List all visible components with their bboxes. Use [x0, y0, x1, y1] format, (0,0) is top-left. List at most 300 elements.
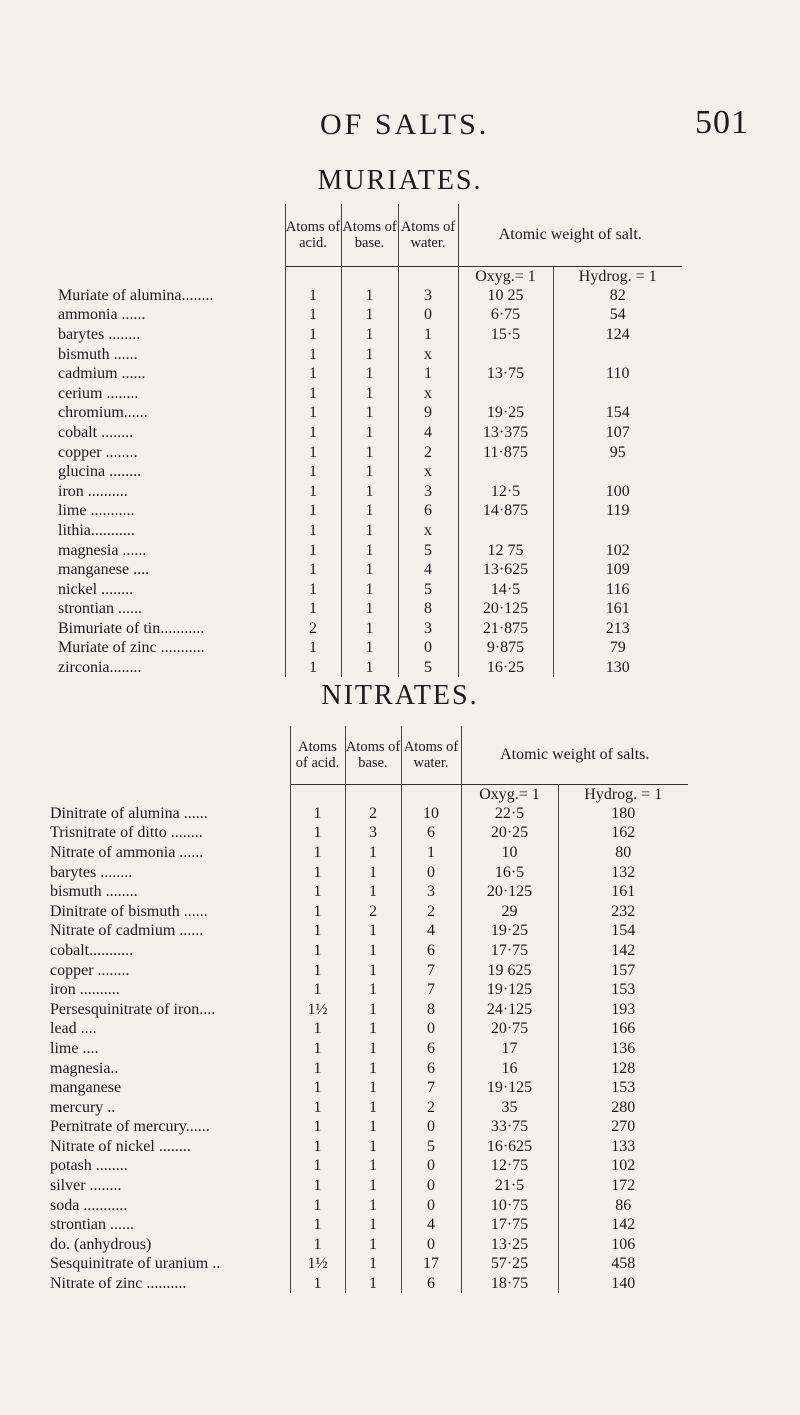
- oxygen-weight-cell: 16·25: [458, 658, 553, 678]
- acid-atoms-cell: 1: [290, 1195, 345, 1215]
- oxygen-weight-cell: 17·75: [461, 941, 558, 961]
- oxygen-weight-cell: [458, 344, 553, 364]
- water-atoms-cell: 0: [401, 862, 461, 882]
- salt-name-cell: bismuth ......: [58, 344, 285, 364]
- table-row: [58, 325, 682, 345]
- base-atoms-cell: 1: [341, 442, 398, 462]
- acid-atoms-cell: 1: [290, 823, 345, 843]
- oxygen-weight-cell: 14·875: [458, 501, 553, 521]
- salt-name-cell: barytes ........: [58, 325, 285, 345]
- salt-name-cell: lime ...........: [58, 501, 285, 521]
- water-atoms-cell: 6: [401, 1039, 461, 1059]
- oxygen-weight-cell: 19·125: [461, 980, 558, 1000]
- table-row: [50, 921, 688, 941]
- base-atoms-cell: 1: [345, 1019, 401, 1039]
- salt-name-cell: mercury ..: [50, 1097, 290, 1117]
- salt-name-cell: glucina ........: [58, 462, 285, 482]
- base-atoms-cell: 1: [345, 882, 401, 902]
- salt-name-cell: manganese: [50, 1078, 290, 1098]
- acid-atoms-cell: 1½: [290, 1254, 345, 1274]
- hydrogen-weight-cell: 80: [615, 843, 632, 861]
- table-row: [58, 481, 682, 501]
- salt-name-cell: Muriate of alumina........: [58, 286, 285, 306]
- base-atoms-cell: 1: [341, 560, 398, 580]
- salt-name-cell: Bimuriate of tin...........: [58, 619, 285, 639]
- base-atoms-cell: 1: [345, 1097, 401, 1117]
- base-atoms-cell: 1: [345, 1137, 401, 1157]
- salt-name-cell: cobalt ........: [58, 423, 285, 443]
- running-title: OF SALTS.: [320, 108, 490, 141]
- acid-atoms-cell: 1: [285, 599, 341, 619]
- salt-name-cell: soda ...........: [50, 1195, 290, 1215]
- base-atoms-cell: 1: [345, 1039, 401, 1059]
- table-row: [50, 1254, 688, 1274]
- hydrogen-weight-cell: [553, 521, 682, 541]
- water-atoms-cell: 0: [401, 1117, 461, 1137]
- salt-name-cell: Sesquinitrate of uranium ..: [50, 1254, 290, 1274]
- salt-name-cell: do. (anhydrous): [50, 1235, 290, 1255]
- hydrogen-weight-cell: 142: [611, 1216, 636, 1234]
- base-atoms-cell: 1: [341, 286, 398, 306]
- table-row: [50, 1019, 688, 1039]
- salt-name-cell: lime ....: [50, 1039, 290, 1059]
- acid-atoms-cell: 1: [290, 941, 345, 961]
- salt-name-cell: strontian ......: [58, 599, 285, 619]
- hydrogen-weight-cell: 82: [609, 286, 626, 304]
- oxygen-weight-cell: 15·5: [458, 325, 553, 345]
- acid-atoms-cell: 1: [290, 980, 345, 1000]
- base-atoms-cell: 1: [341, 521, 398, 541]
- acid-atoms-cell: 1: [290, 1137, 345, 1157]
- acid-atoms-cell: 1: [290, 1058, 345, 1078]
- salt-name-cell: Trisnitrate of ditto ........: [50, 823, 290, 843]
- acid-atoms-cell: 1: [285, 579, 341, 599]
- base-atoms-cell: 1: [341, 305, 398, 325]
- oxygen-weight-cell: 16·625: [461, 1137, 558, 1157]
- acid-atoms-cell: 1: [285, 364, 341, 384]
- table-row: [58, 521, 682, 541]
- col-base-header: Atoms of base.: [341, 204, 398, 266]
- hydrogen-weight-cell: 124: [605, 325, 630, 343]
- water-atoms-cell: 0: [401, 1176, 461, 1196]
- salt-name-cell: manganese ....: [58, 560, 285, 580]
- salt-name-cell: barytes ........: [50, 862, 290, 882]
- water-atoms-cell: 2: [401, 901, 461, 921]
- oxygen-weight-cell: 9·875: [458, 638, 553, 658]
- table-row: [50, 1078, 688, 1098]
- table-row: [50, 960, 688, 980]
- hydrogen-weight-cell: 102: [605, 541, 630, 559]
- acid-atoms-cell: 1½: [290, 999, 345, 1019]
- acid-atoms-cell: 1: [290, 960, 345, 980]
- base-atoms-cell: 1: [345, 941, 401, 961]
- hydrogen-weight-cell: [553, 383, 682, 403]
- salt-name-cell: cobalt...........: [50, 941, 290, 961]
- water-atoms-cell: 4: [398, 560, 458, 580]
- hydrogen-weight-cell: 153: [611, 1079, 636, 1097]
- acid-atoms-cell: 1: [290, 1156, 345, 1176]
- acid-atoms-cell: 1: [290, 1019, 345, 1039]
- table-row: [50, 1156, 688, 1176]
- acid-atoms-cell: 1: [285, 658, 341, 678]
- salt-name-cell: copper ........: [50, 960, 290, 980]
- hydrogen-weight-cell: 110: [606, 365, 630, 383]
- hydrogen-weight-cell: 180: [611, 804, 636, 822]
- water-atoms-cell: 5: [398, 579, 458, 599]
- water-atoms-cell: 7: [401, 980, 461, 1000]
- oxygen-weight-cell: 14·5: [458, 579, 553, 599]
- corner-cell: [50, 726, 290, 784]
- table-row: [50, 1195, 688, 1215]
- acid-atoms-cell: 1: [290, 1274, 345, 1294]
- salt-name-cell: iron ..........: [50, 980, 290, 1000]
- oxygen-weight-cell: 24·125: [461, 999, 558, 1019]
- hydrogen-weight-cell: 109: [605, 561, 630, 579]
- oxygen-weight-cell: 19·125: [461, 1078, 558, 1098]
- oxygen-weight-cell: 20·125: [458, 599, 553, 619]
- oxygen-weight-cell: 16: [461, 1058, 558, 1078]
- base-atoms-cell: 1: [341, 658, 398, 678]
- acid-atoms-cell: 1: [285, 442, 341, 462]
- hydrogen-weight-cell: 166: [611, 1020, 636, 1038]
- salt-name-cell: iron ..........: [58, 481, 285, 501]
- hydrogen-weight-cell: 132: [611, 863, 636, 881]
- hydrogen-weight-cell: 79: [609, 639, 626, 657]
- salt-name-cell: Muriate of zinc ...........: [58, 638, 285, 658]
- hydrogen-weight-cell: [553, 344, 682, 364]
- oxygen-weight-cell: 18·75: [461, 1274, 558, 1294]
- hydrogen-weight-cell: 270: [611, 1118, 636, 1136]
- hydrogen-weight-cell: 95: [609, 443, 626, 461]
- table-row: [50, 999, 688, 1019]
- water-atoms-cell: 0: [401, 1019, 461, 1039]
- base-atoms-cell: 1: [345, 862, 401, 882]
- water-atoms-cell: 10: [401, 804, 461, 824]
- acid-atoms-cell: 1: [290, 1039, 345, 1059]
- salt-name-cell: zirconia........: [58, 658, 285, 678]
- oxygen-weight-cell: 19·25: [461, 921, 558, 941]
- table-row: [58, 423, 682, 443]
- salt-name-cell: magnesia ......: [58, 540, 285, 560]
- table-row: [58, 305, 682, 325]
- hydrogen-weight-cell: 107: [605, 423, 630, 441]
- acid-atoms-cell: 2: [285, 619, 341, 639]
- oxygen-weight-cell: 10 25: [458, 286, 553, 306]
- oxygen-subheader: Oxyg.= 1: [458, 266, 553, 286]
- table-row: [50, 843, 688, 863]
- acid-atoms-cell: 1: [290, 921, 345, 941]
- hydrogen-weight-cell: 142: [611, 941, 636, 959]
- base-atoms-cell: 1: [341, 462, 398, 482]
- water-atoms-cell: 4: [401, 1215, 461, 1235]
- col-weight-header: Atomic weight of salt.: [458, 204, 682, 266]
- table-row: [50, 1176, 688, 1196]
- base-atoms-cell: 1: [341, 325, 398, 345]
- acid-atoms-cell: 1: [290, 1097, 345, 1117]
- acid-atoms-cell: 1: [290, 882, 345, 902]
- col-water-header: Atoms of water.: [398, 204, 458, 266]
- col-acid-header: Atoms of acid.: [285, 204, 341, 266]
- hydrogen-weight-cell: 154: [611, 922, 636, 940]
- water-atoms-cell: 0: [398, 638, 458, 658]
- hydrogen-weight-cell: 119: [606, 502, 630, 520]
- hydrogen-weight-cell: 100: [605, 482, 630, 500]
- hydrogen-weight-cell: 172: [611, 1177, 636, 1195]
- base-atoms-cell: 2: [345, 901, 401, 921]
- table-row: [58, 403, 682, 423]
- hydrogen-weight-cell: 130: [605, 659, 630, 677]
- oxygen-weight-cell: 35: [461, 1097, 558, 1117]
- hydrogen-weight-cell: 154: [605, 404, 630, 422]
- base-atoms-cell: 1: [345, 1274, 401, 1294]
- acid-atoms-cell: 1: [285, 344, 341, 364]
- base-atoms-cell: 1: [345, 1254, 401, 1274]
- salt-name-cell: potash ........: [50, 1156, 290, 1176]
- acid-atoms-cell: 1: [285, 638, 341, 658]
- base-atoms-cell: 3: [345, 823, 401, 843]
- hydrogen-weight-cell: 136: [611, 1039, 636, 1057]
- acid-atoms-cell: 1: [285, 305, 341, 325]
- acid-atoms-cell: 1: [290, 1235, 345, 1255]
- acid-atoms-cell: 1: [285, 286, 341, 306]
- oxygen-weight-cell: 19·25: [458, 403, 553, 423]
- salt-name-cell: cerium ........: [58, 383, 285, 403]
- oxygen-weight-cell: 17: [461, 1039, 558, 1059]
- oxygen-weight-cell: 19 625: [461, 960, 558, 980]
- salt-name-cell: ammonia ......: [58, 305, 285, 325]
- acid-atoms-cell: 1: [290, 1117, 345, 1137]
- table-row: [50, 1137, 688, 1157]
- oxygen-weight-cell: 29: [461, 901, 558, 921]
- water-atoms-cell: 3: [398, 481, 458, 501]
- base-atoms-cell: 1: [341, 344, 398, 364]
- table-row: [58, 560, 682, 580]
- page-number: 501: [695, 104, 749, 141]
- salt-name-cell: Nitrate of zinc ..........: [50, 1274, 290, 1294]
- table-row: [58, 540, 682, 560]
- salt-name-cell: Dinitrate of alumina ......: [50, 804, 290, 824]
- table-row: [58, 658, 682, 678]
- table-row: [50, 862, 688, 882]
- col-water-header: Atoms of water.: [401, 726, 461, 784]
- acid-atoms-cell: 1: [285, 383, 341, 403]
- base-atoms-cell: 1: [345, 1078, 401, 1098]
- water-atoms-cell: 5: [398, 540, 458, 560]
- acid-atoms-cell: 1: [290, 804, 345, 824]
- acid-atoms-cell: 1: [285, 481, 341, 501]
- oxygen-weight-cell: 20·25: [461, 823, 558, 843]
- salt-name-cell: lithia...........: [58, 521, 285, 541]
- acid-atoms-cell: 1: [290, 1078, 345, 1098]
- muriates-title: MURIATES.: [317, 165, 483, 196]
- hydrogen-weight-cell: 280: [611, 1098, 636, 1116]
- oxygen-weight-cell: 12·5: [458, 481, 553, 501]
- hydrogen-weight-cell: 128: [611, 1059, 636, 1077]
- table-row: [58, 638, 682, 658]
- acid-atoms-cell: 1: [285, 462, 341, 482]
- hydrogen-weight-cell: 116: [606, 580, 630, 598]
- oxygen-weight-cell: 12 75: [458, 540, 553, 560]
- oxygen-weight-cell: 10: [461, 843, 558, 863]
- nitrates-table: [50, 726, 688, 1293]
- table-row: [50, 1097, 688, 1117]
- water-atoms-cell: 8: [401, 999, 461, 1019]
- salt-name-cell: Nitrate of ammonia ......: [50, 843, 290, 863]
- water-atoms-cell: 0: [401, 1195, 461, 1215]
- oxygen-weight-cell: 11·875: [458, 442, 553, 462]
- salt-name-cell: strontian ......: [50, 1215, 290, 1235]
- muriates-table: [58, 204, 682, 677]
- table-row: [50, 882, 688, 902]
- oxygen-weight-cell: 13·375: [458, 423, 553, 443]
- base-atoms-cell: 1: [341, 540, 398, 560]
- base-atoms-cell: 1: [345, 980, 401, 1000]
- salt-name-cell: Nitrate of cadmium ......: [50, 921, 290, 941]
- base-atoms-cell: 1: [345, 921, 401, 941]
- salt-name-cell: chromium......: [58, 403, 285, 423]
- table-row: [50, 980, 688, 1000]
- water-atoms-cell: 6: [401, 1274, 461, 1294]
- table-row: [58, 501, 682, 521]
- table-row: [58, 579, 682, 599]
- corner-cell: [58, 204, 285, 266]
- oxygen-weight-cell: 13·75: [458, 364, 553, 384]
- water-atoms-cell: 7: [401, 1078, 461, 1098]
- hydrogen-weight-cell: 232: [611, 902, 636, 920]
- table-row: [50, 1117, 688, 1137]
- hydrogen-weight-cell: 161: [611, 883, 636, 901]
- col-base-header: Atoms of base.: [345, 726, 401, 784]
- oxygen-weight-cell: 12·75: [461, 1156, 558, 1176]
- base-atoms-cell: 1: [341, 599, 398, 619]
- oxygen-weight-cell: [458, 462, 553, 482]
- water-atoms-cell: 9: [398, 403, 458, 423]
- table-row: [58, 344, 682, 364]
- base-atoms-cell: 1: [345, 843, 401, 863]
- salt-name-cell: Persesquinitrate of iron....: [50, 999, 290, 1019]
- water-atoms-cell: 1: [398, 364, 458, 384]
- salt-name-cell: cadmium ......: [58, 364, 285, 384]
- salt-name-cell: Dinitrate of bismuth ......: [50, 901, 290, 921]
- oxygen-weight-cell: 21·5: [461, 1176, 558, 1196]
- table-row: [58, 364, 682, 384]
- table-row: [50, 941, 688, 961]
- water-atoms-cell: 3: [398, 286, 458, 306]
- base-atoms-cell: 1: [341, 501, 398, 521]
- salt-name-cell: silver ........: [50, 1176, 290, 1196]
- acid-atoms-cell: 1: [290, 862, 345, 882]
- acid-atoms-cell: 1: [285, 403, 341, 423]
- acid-atoms-cell: 1: [285, 521, 341, 541]
- salt-name-cell: magnesia..: [50, 1058, 290, 1078]
- acid-atoms-cell: 1: [285, 325, 341, 345]
- salt-name-cell: lead ....: [50, 1019, 290, 1039]
- acid-atoms-cell: 1: [285, 540, 341, 560]
- base-atoms-cell: 1: [345, 999, 401, 1019]
- oxygen-weight-cell: [458, 383, 553, 403]
- base-atoms-cell: 1: [345, 1156, 401, 1176]
- water-atoms-cell: 4: [398, 423, 458, 443]
- table-row: [50, 1215, 688, 1235]
- table-row: [50, 1235, 688, 1255]
- oxygen-weight-cell: 13·25: [461, 1235, 558, 1255]
- oxygen-weight-cell: 33·75: [461, 1117, 558, 1137]
- hydrogen-subheader: Hydrog. = 1: [578, 267, 657, 285]
- oxygen-weight-cell: 17·75: [461, 1215, 558, 1235]
- base-atoms-cell: 1: [345, 1235, 401, 1255]
- hydrogen-weight-cell: 213: [605, 619, 630, 637]
- hydrogen-weight-cell: 106: [611, 1235, 636, 1253]
- table-row: [50, 1058, 688, 1078]
- acid-atoms-cell: 1: [285, 423, 341, 443]
- base-atoms-cell: 1: [341, 423, 398, 443]
- water-atoms-cell: 0: [401, 1235, 461, 1255]
- table-row: [58, 599, 682, 619]
- oxygen-weight-cell: 10·75: [461, 1195, 558, 1215]
- base-atoms-cell: 1: [341, 579, 398, 599]
- acid-atoms-cell: 1: [290, 901, 345, 921]
- water-atoms-cell: 4: [401, 921, 461, 941]
- hydrogen-weight-cell: 54: [609, 306, 626, 324]
- hydrogen-weight-cell: 458: [611, 1255, 636, 1273]
- base-atoms-cell: 2: [345, 804, 401, 824]
- table-row: [58, 619, 682, 639]
- table-row: [58, 462, 682, 482]
- base-atoms-cell: 1: [341, 638, 398, 658]
- oxygen-weight-cell: 20·75: [461, 1019, 558, 1039]
- nitrates-title: NITRATES.: [321, 680, 479, 711]
- hydrogen-weight-cell: 133: [611, 1137, 636, 1155]
- water-atoms-cell: 8: [398, 599, 458, 619]
- water-atoms-cell: 17: [401, 1254, 461, 1274]
- water-atoms-cell: 1: [398, 325, 458, 345]
- hydrogen-weight-cell: 102: [611, 1157, 636, 1175]
- water-atoms-cell: 2: [398, 442, 458, 462]
- salt-name-cell: copper ........: [58, 442, 285, 462]
- water-atoms-cell: 7: [401, 960, 461, 980]
- salt-name-cell: bismuth ........: [50, 882, 290, 902]
- oxygen-weight-cell: 13·625: [458, 560, 553, 580]
- oxygen-weight-cell: 6·75: [458, 305, 553, 325]
- water-atoms-cell: 2: [401, 1097, 461, 1117]
- hydrogen-weight-cell: 86: [615, 1196, 632, 1214]
- oxygen-weight-cell: 57·25: [461, 1254, 558, 1274]
- base-atoms-cell: 1: [341, 383, 398, 403]
- col-acid-header: Atoms of acid.: [290, 726, 345, 784]
- table-row: [58, 286, 682, 306]
- hydrogen-weight-cell: [553, 462, 682, 482]
- table-row: [50, 901, 688, 921]
- table-row: [50, 823, 688, 843]
- oxygen-weight-cell: 21·875: [458, 619, 553, 639]
- salt-name-cell: Nitrate of nickel ........: [50, 1137, 290, 1157]
- base-atoms-cell: 1: [345, 1058, 401, 1078]
- base-atoms-cell: 1: [341, 364, 398, 384]
- base-atoms-cell: 1: [341, 481, 398, 501]
- base-atoms-cell: 1: [345, 1215, 401, 1235]
- table-row: [58, 442, 682, 462]
- acid-atoms-cell: 1: [290, 1176, 345, 1196]
- water-atoms-cell: x: [398, 521, 458, 541]
- water-atoms-cell: 6: [398, 501, 458, 521]
- base-atoms-cell: 1: [345, 960, 401, 980]
- hydrogen-weight-cell: 193: [611, 1000, 636, 1018]
- salt-name-cell: nickel ........: [58, 579, 285, 599]
- oxygen-subheader: Oxyg.= 1: [461, 784, 558, 804]
- hydrogen-weight-cell: 140: [611, 1275, 636, 1293]
- water-atoms-cell: 5: [398, 658, 458, 678]
- water-atoms-cell: 3: [401, 882, 461, 902]
